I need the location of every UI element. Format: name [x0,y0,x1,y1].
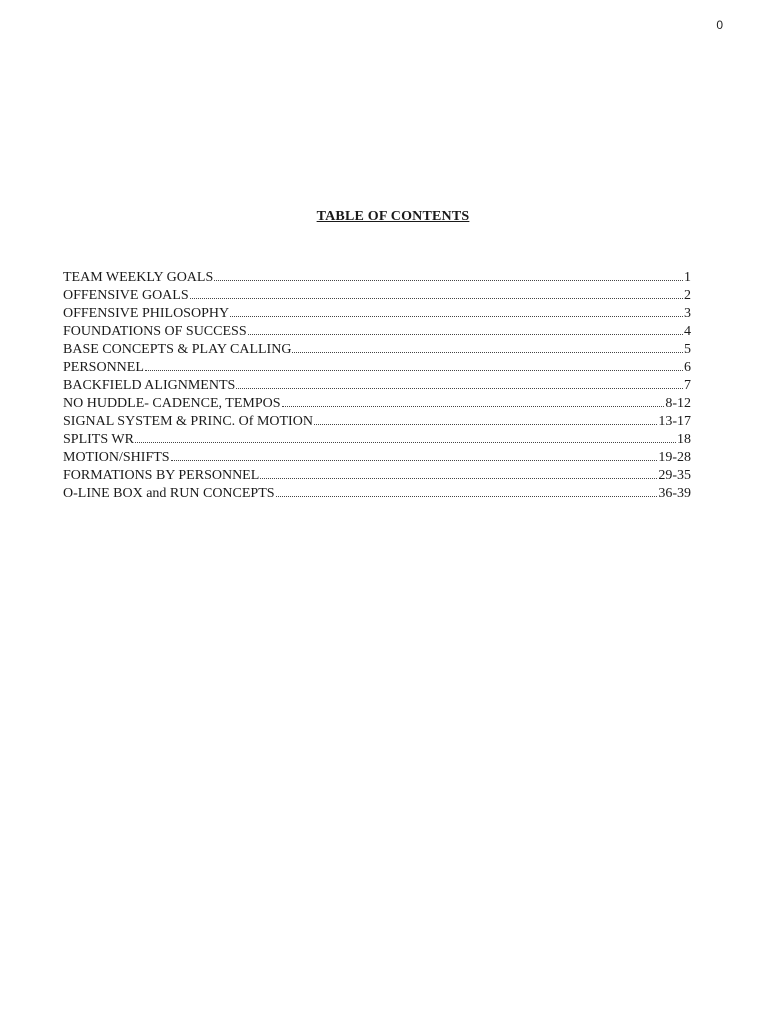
toc-dot-leader [248,334,683,335]
toc-dot-leader [135,442,676,443]
toc-list [63,269,691,503]
toc-dot-leader [190,298,683,299]
toc-entry-title: MOTION/SHIFTS [63,450,170,465]
toc-entry [63,341,691,359]
toc-entry-page: 7 [684,378,691,393]
page-number: 0 [716,18,723,32]
toc-dot-leader [171,460,658,461]
toc-entry [63,269,691,287]
toc-entry-title: FOUNDATIONS OF SUCCESS [63,324,247,339]
toc-entry-page: 6 [684,360,691,375]
toc-dot-leader [282,406,665,407]
toc-entry [63,287,691,305]
toc-entry [63,485,691,503]
toc-entry-title: SPLITS WR [63,432,134,447]
toc-entry-page: 19-28 [658,450,691,465]
toc-entry-page: 2 [684,288,691,303]
toc-dot-leader [292,352,683,353]
toc-dot-leader [214,280,683,281]
toc-entry-title: BACKFIELD ALIGNMENTS [63,378,236,393]
toc-title: TABLE OF CONTENTS [316,209,470,224]
toc-dot-leader [236,388,683,389]
toc-entry-page: 5 [684,342,691,357]
toc-entry-title: NO HUDDLE- CADENCE, TEMPOS [63,396,281,411]
toc-entry-title: PERSONNEL [63,360,144,375]
toc-dot-leader [145,370,683,371]
toc-entry [63,449,691,467]
toc-entry-page: 4 [684,324,691,339]
toc-entry-page: 29-35 [658,468,691,483]
toc-entry-page: 13-17 [658,414,691,429]
toc-entry [63,377,691,395]
toc-entry [63,359,691,377]
toc-dot-leader [230,316,683,317]
toc-dot-leader [314,424,657,425]
toc-entry-title: OFFENSIVE GOALS [63,288,189,303]
toc-entry [63,323,691,341]
toc-entry-page: 18 [677,432,691,447]
toc-entry-title: FORMATIONS BY PERSONNEL [63,468,260,483]
toc-entry [63,395,691,413]
toc-entry-page: 8-12 [665,396,691,411]
toc-entry [63,467,691,485]
toc-entry-title: BASE CONCEPTS & PLAY CALLING [63,342,292,357]
toc-entry [63,431,691,449]
toc-entry-title: SIGNAL SYSTEM & PRINC. Of MOTION [63,414,313,429]
toc-entry-page: 1 [684,270,691,285]
toc-entry-page: 36-39 [658,486,691,501]
toc-entry-title: TEAM WEEKLY GOALS [63,270,214,285]
toc-entry-title: O-LINE BOX and RUN CONCEPTS [63,486,275,501]
toc-entry-page: 3 [684,306,691,321]
toc-dot-leader [276,496,658,497]
toc-entry [63,305,691,323]
toc-dot-leader [260,478,657,479]
toc-entry [63,413,691,431]
toc-entry-title: OFFENSIVE PHILOSOPHY [63,306,230,321]
